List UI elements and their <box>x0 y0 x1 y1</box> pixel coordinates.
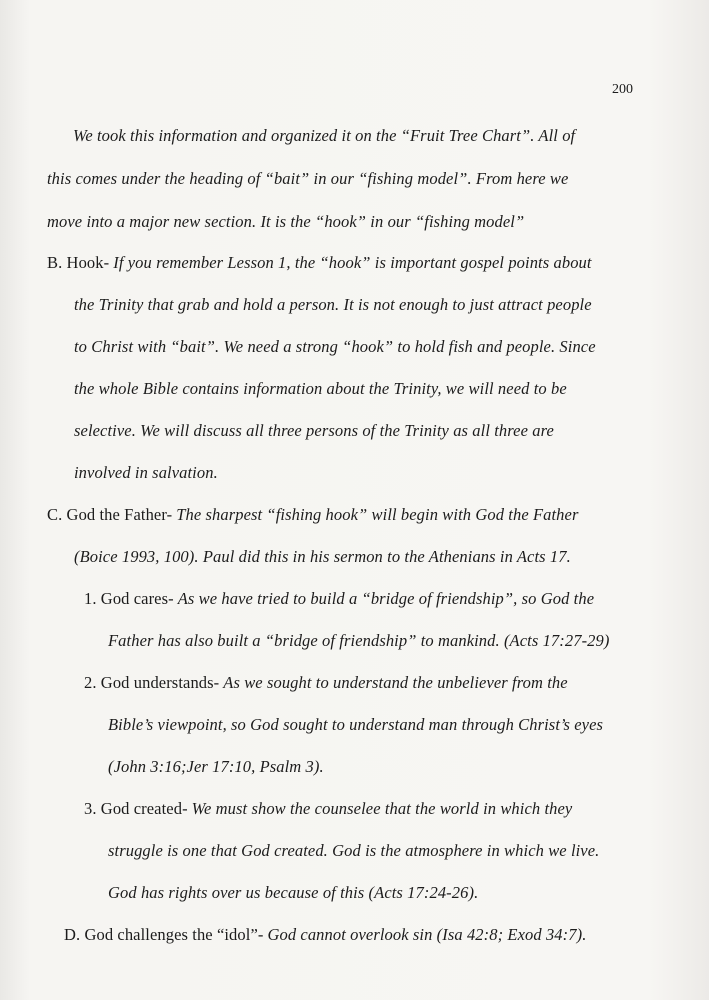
section-b-label: B. Hook- <box>47 253 110 272</box>
section-c-text: The sharpest “fishing hook” will begin with God the Father <box>176 505 579 524</box>
section-c-label: C. God the Father- <box>47 505 173 524</box>
section-b-line-2: the Trinity that grab and hold a person. It is not enough to just attract people <box>74 295 592 314</box>
item-2-label: 2. God understands- <box>84 673 220 692</box>
item-1-label: 1. God cares- <box>84 589 174 608</box>
section-b-line-6: involved in salvation. <box>74 463 218 482</box>
item-1-line-2: Father has also built a “bridge of friendship” to mankind. (Acts 17:27-29) <box>108 631 610 650</box>
section-b-line-4: the whole Bible contains information about the Trinity, we will need to be <box>74 379 567 398</box>
item-2-text: As we sought to understand the unbeliever from the <box>223 673 568 692</box>
section-d-label: D. God challenges the “idol”- <box>64 925 264 944</box>
item-2-first-line <box>84 673 568 693</box>
item-3-first-line <box>84 799 572 819</box>
section-c-first-line <box>47 505 578 525</box>
page-number: 200 <box>612 82 633 97</box>
section-d-text: God cannot overlook sin (Isa 42:8; Exod 34:7). <box>267 925 587 944</box>
intro-line-3: move into a major new section. It is the “hook” in our “fishing model” <box>47 212 525 231</box>
item-3-label: 3. God created- <box>84 799 188 818</box>
intro-line-2: this comes under the heading of “bait” in our “fishing model”. From here we <box>47 169 569 188</box>
section-b-first-line <box>47 253 592 273</box>
item-1-text: As we have tried to build a “bridge of friendship”, so God the <box>177 589 595 608</box>
section-d-line <box>64 925 586 945</box>
section-b-text: If you remember Lesson 1, the “hook” is important gospel points about <box>113 253 592 272</box>
intro-line-1: We took this information and organized it on the “Fruit Tree Chart”. All of <box>73 126 576 145</box>
item-3-line-2: struggle is one that God created. God is the atmosphere in which we live. <box>108 841 600 860</box>
item-3-text: We must show the counselee that the world in which they <box>191 799 573 818</box>
item-3-line-3: God has rights over us because of this (Acts 17:24-26). <box>108 883 479 902</box>
item-2-line-2: Bible’s viewpoint, so God sought to understand man through Christ’s eyes <box>108 715 604 734</box>
section-c-line-2: (Boice 1993, 100). Paul did this in his sermon to the Athenians in Acts 17. <box>74 547 571 566</box>
item-1-first-line <box>84 589 594 609</box>
section-b-line-3: to Christ with “bait”. We need a strong “hook” to hold fish and people. Since <box>74 337 596 356</box>
section-b-line-5: selective. We will discuss all three persons of the Trinity as all three are <box>74 421 554 440</box>
item-2-line-3: (John 3:16;Jer 17:10, Psalm 3). <box>108 757 324 776</box>
